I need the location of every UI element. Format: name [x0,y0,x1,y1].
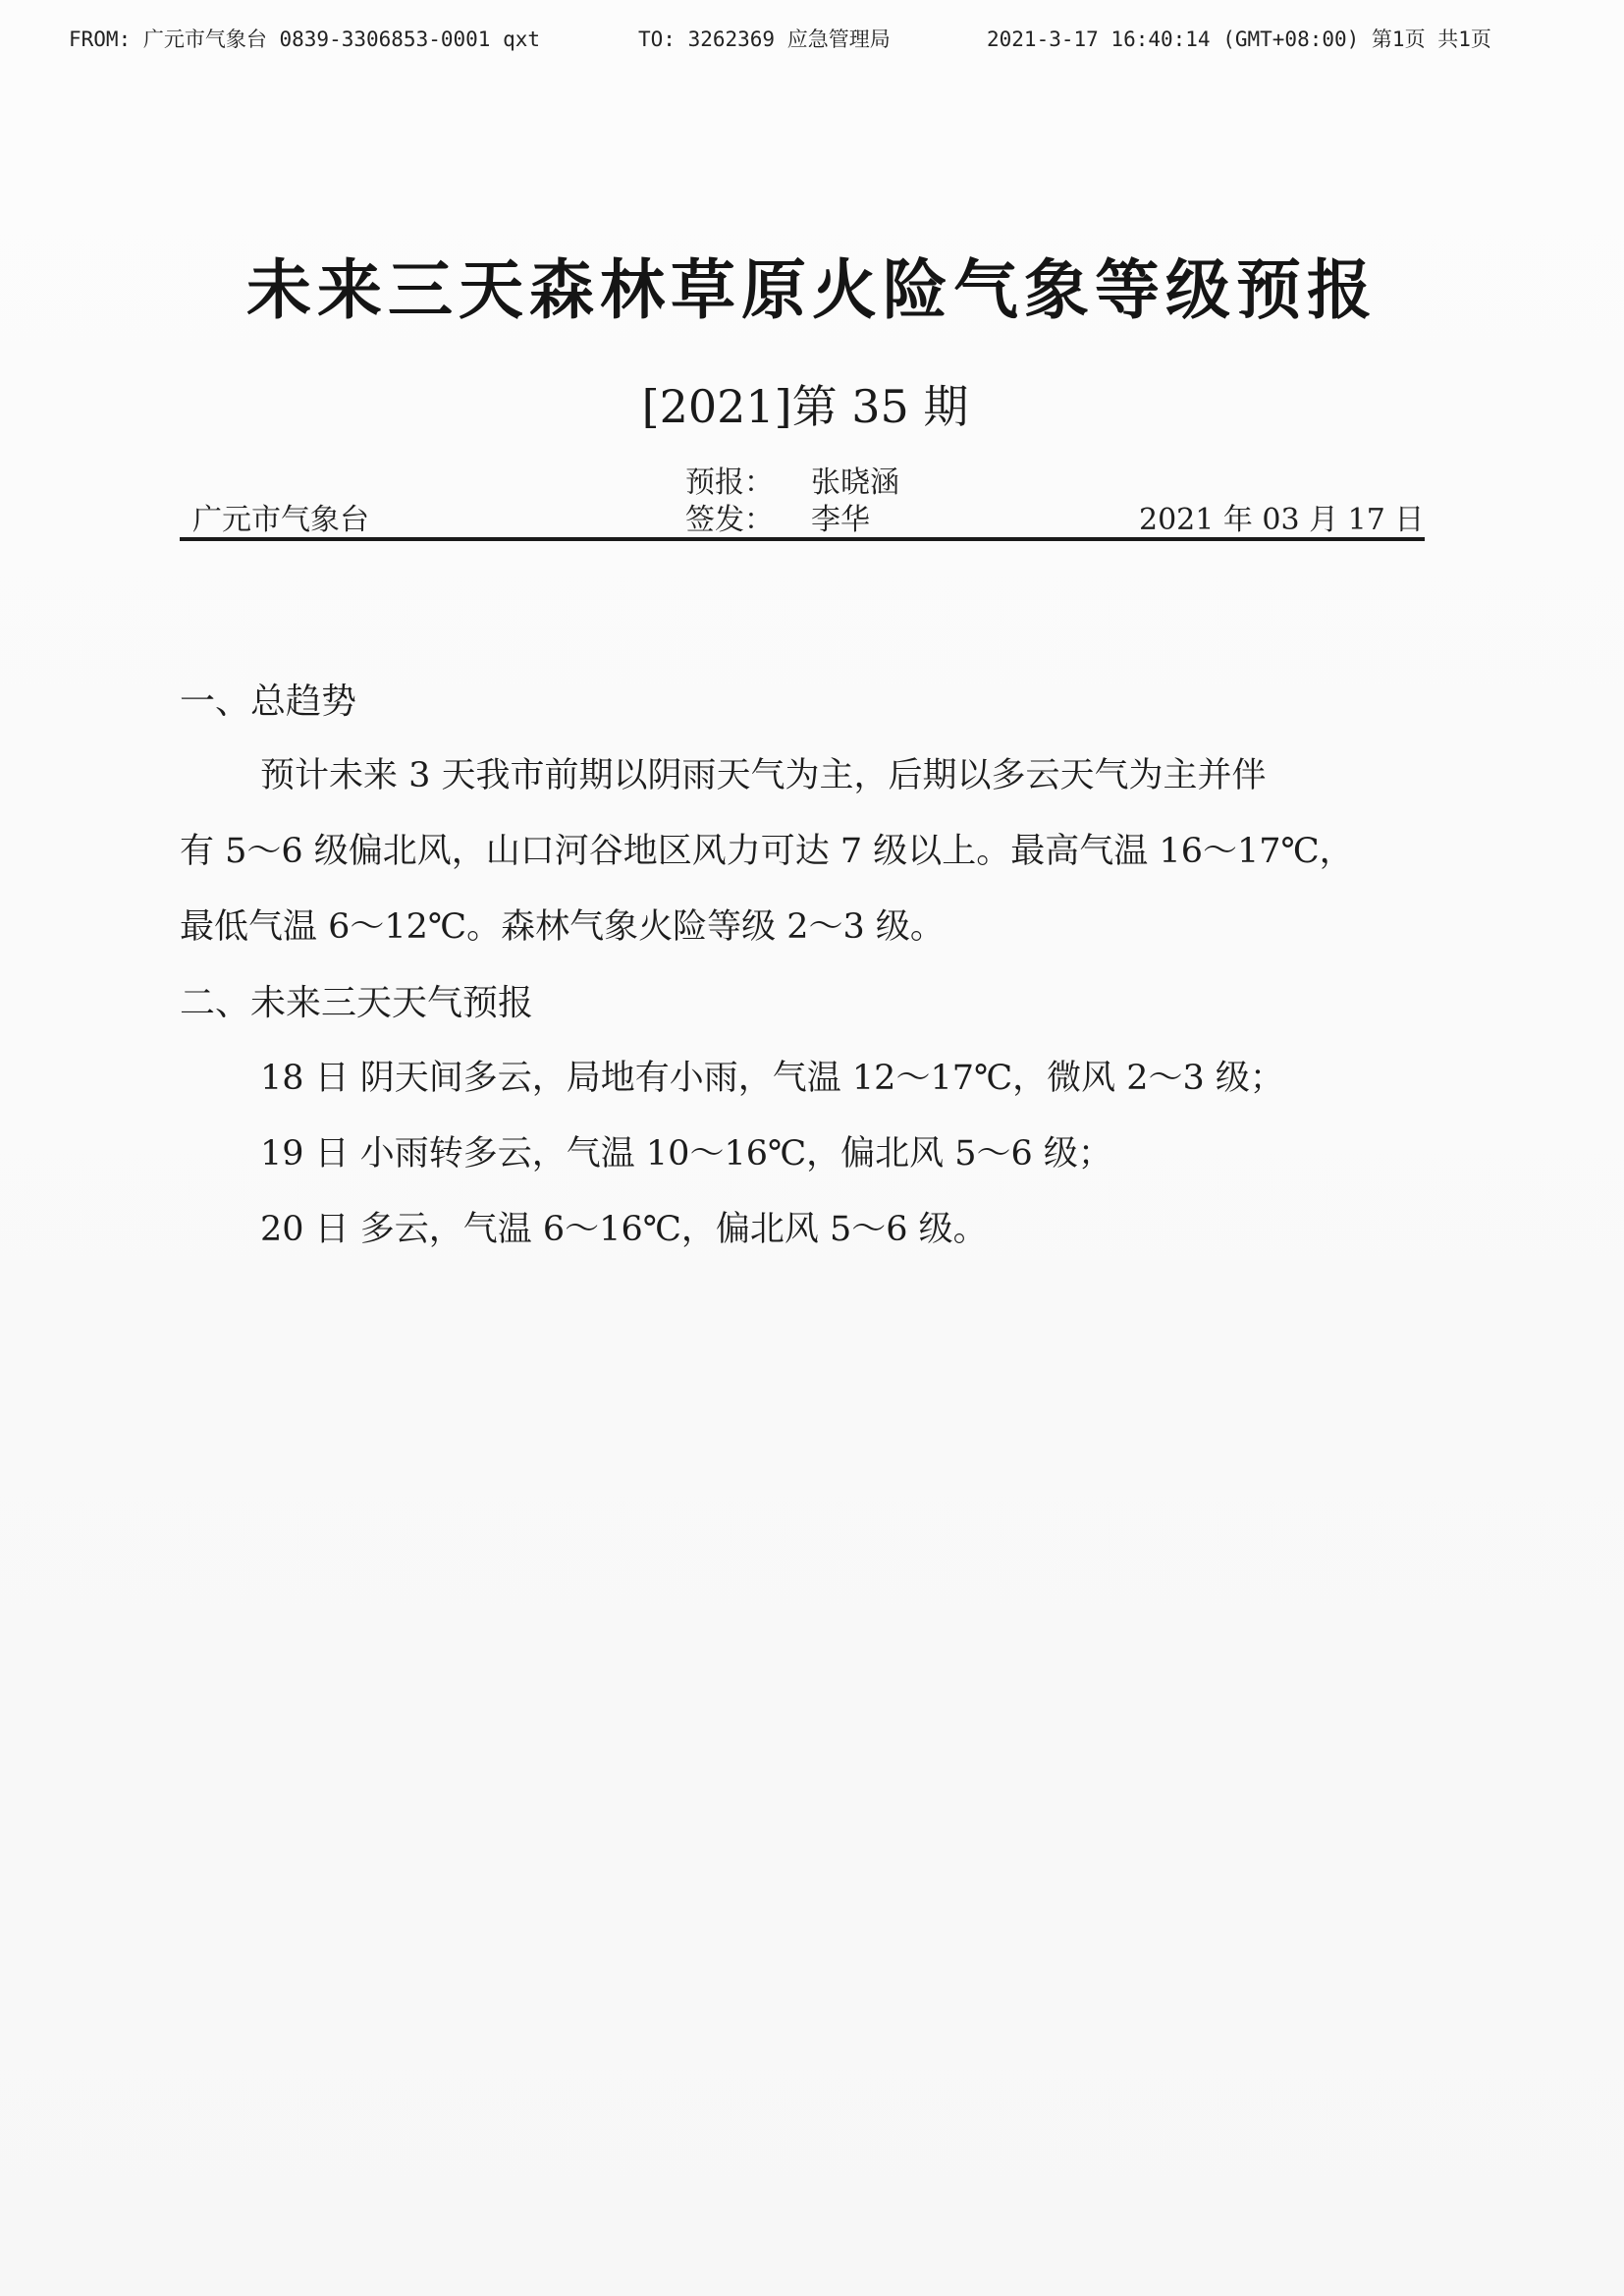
trend-line: 最低气温 6～12℃。森林气象火险等级 2～3 级。 [180,907,945,947]
forecast-day-18: 18 日 阴天间多云，局地有小雨，气温 12～17℃，微风 2～3 级； [260,1059,1284,1098]
fax-from: FROM: 广元市气象台 0839-3306853-0001 qxt [69,27,541,51]
signer-name: 李华 [811,503,870,537]
document-title: 未来三天森林草原火险气象等级预报 [246,252,1378,328]
trend-line: 有 5～6 级偏北风，山口河谷地区风力可达 7 级以上。最高气温 16～17℃， [180,832,1354,871]
issue-date: 2021 年 03 月 17 日 [1139,503,1425,537]
section-heading-trend: 一、总趋势 [180,682,357,722]
issuing-office: 广元市气象台 [192,503,369,537]
signer-label: 签发： [685,503,774,537]
section-heading-forecast: 二、未来三天天气预报 [180,983,534,1023]
issue-number: [2021]第 35 期 [641,380,969,433]
fax-timestamp: 2021-3-17 16:40:14 (GMT+08:00) 第1页 共1页 [987,27,1491,51]
forecaster-label: 预报： [685,465,774,500]
forecast-day-19: 19 日 小雨转多云，气温 10～16℃，偏北风 5～6 级； [260,1134,1112,1174]
trend-line: 预计未来 3 天我市前期以阴雨天气为主，后期以多云天气为主并伴 [260,756,1267,795]
header-divider [180,537,1425,541]
fax-header [69,24,1561,53]
fax-to: TO: 3262369 应急管理局 [638,27,891,51]
forecast-day-20: 20 日 多云，气温 6～16℃，偏北风 5～6 级。 [260,1210,988,1249]
forecaster-name: 张晓涵 [811,465,899,500]
